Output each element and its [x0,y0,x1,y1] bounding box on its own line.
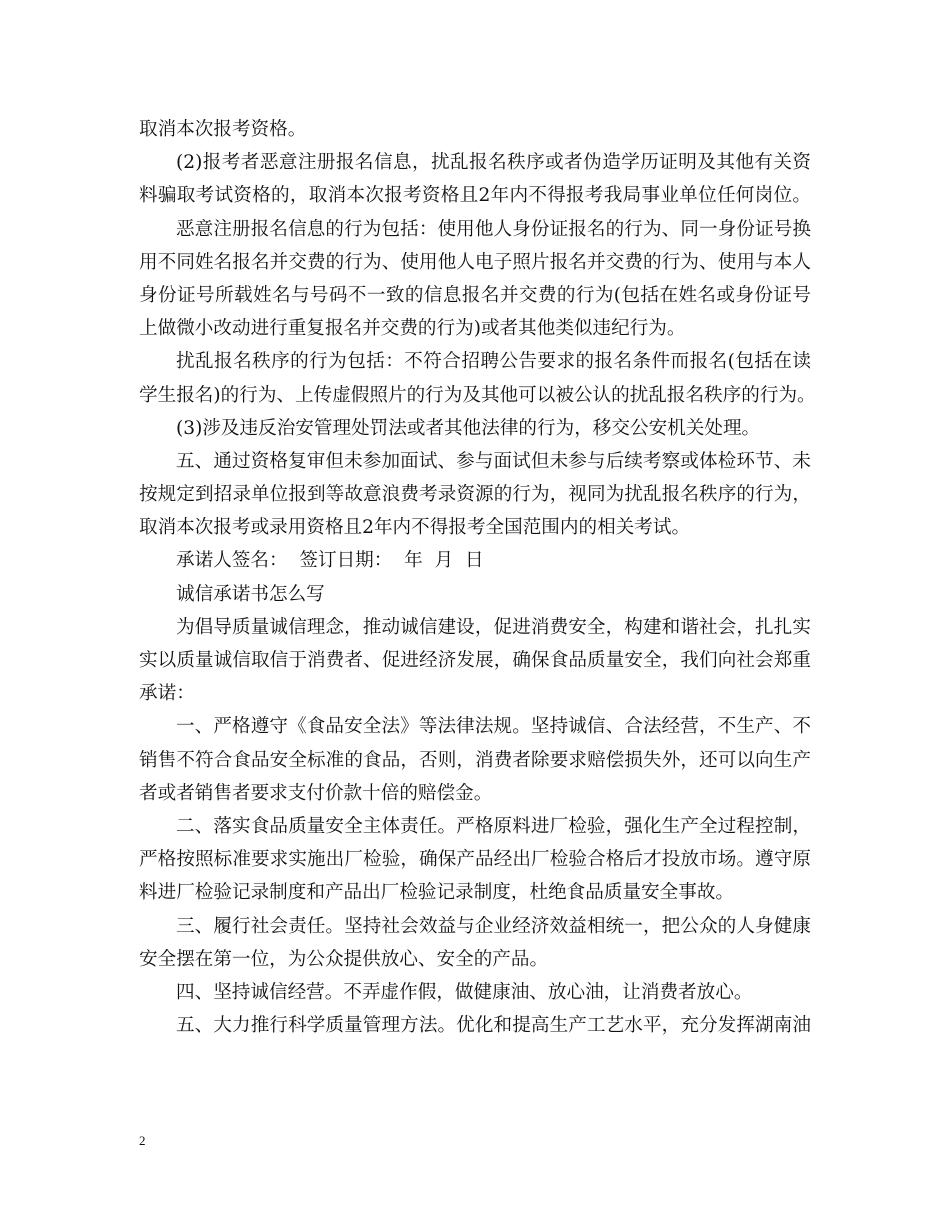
text-line: 承诺： [139,683,195,705]
text-line: 实以质量诚信取信于消费者、促进经济发展，确保食品质量安全，我们向社会郑重 [139,650,811,671]
text-line: (2)报考者恶意注册报名信息，扰乱报名秩序或者伪造学历证明及其他有关资 [176,152,811,174]
page-number: 2 [139,1133,146,1148]
text-line: 学生报名)的行为、上传虚假照片的行为及其他可以被公认的扰乱报名秩序的行为。 [139,384,816,406]
text-line: 为倡导质量诚信理念，推动诚信建设，促进消费安全，构建和谐社会，扎扎实 [176,616,811,638]
text-line: 安全摆在第一位，为公众提供放心、安全的产品。 [139,948,549,970]
text-line: 二、落实食品质量安全主体责任。严格原料进厂检验，强化生产全过程控制， [176,815,811,837]
text-line: 取消本次报考资格。 [139,119,307,140]
text-line: 料进厂检验记录制度和产品出厂检验记录制度，杜绝食品质量安全事故。 [139,882,735,904]
text-line: 五、通过资格复审但未参加面试、参与面试但未参与后续考察或体检环节、未 [176,450,811,472]
text-line: 四、坚持诚信经营。不弄虚作假，做健康油、放心油，让消费者放心。 [176,981,753,1003]
document-body [139,113,816,1042]
text-line: 用不同姓名报名并交费的行为、使用他人电子照片报名并交费的行为、使用与本人 [139,251,811,273]
text-line: 承诺人签名： 签订日期： 年 月 日 [176,550,484,572]
text-line: 一、严格遵守《食品安全法》等法律法规。坚持诚信、合法经营，不生产、不 [176,716,811,738]
text-line: 五、大力推行科学质量管理方法。优化和提高生产工艺水平，充分发挥湖南油 [176,1015,811,1037]
text-line: 严格按照标准要求实施出厂检验，确保产品经出厂检验合格后才投放市场。遵守原 [139,849,811,871]
text-line: 取消本次报考或录用资格且2年内不得报考全国范围内的相关考试。 [139,517,691,539]
text-line: 者或者销售者要求支付价款十倍的赔偿金。 [139,782,493,804]
text-line: 诚信承诺书怎么写 [176,583,325,605]
text-line: 料骗取考试资格的，取消本次报考资格且2年内不得报考我局事业单位任何岗位。 [139,185,811,207]
text-line: 上做微小改动进行重复报名并交费的行为)或者其他类似违纪行为。 [139,318,686,340]
text-line: 销售不符合食品安全标准的食品，否则，消费者除要求赔偿损失外，还可以向生产 [139,749,811,771]
text-line: 三、履行社会责任。坚持社会效益与企业经济效益相统一，把公众的人身健康 [176,915,811,937]
text-line: 恶意注册报名信息的行为包括：使用他人身份证报名的行为、同一身份证号换 [176,218,811,240]
text-line: 身份证号所载姓名与号码不一致的信息报名并交费的行为(包括在姓名或身份证号 [139,284,811,306]
text-line: 按规定到招录单位报到等故意浪费考录资源的行为，视同为扰乱报名秩序的行为， [139,484,811,506]
text-line: (3)涉及违反治安管理处罚法或者其他法律的行为，移交公安机关处理。 [176,417,761,439]
text-line: 扰乱报名秩序的行为包括：不符合招聘公告要求的报名条件而报名(包括在读 [176,351,811,373]
